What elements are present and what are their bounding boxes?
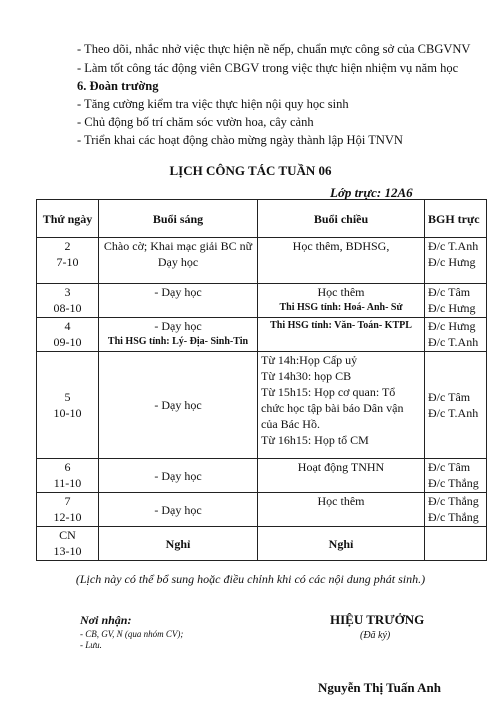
morning-cell xyxy=(99,318,258,352)
morning-line: Dạy học xyxy=(157,255,199,269)
duty-name: Đ/c Hưng xyxy=(428,255,476,269)
duty-class: Lớp trực: 12A6 xyxy=(330,185,413,200)
weekday: CN xyxy=(59,528,76,542)
afternoon-exam-line: Thi HSG tỉnh: Văn- Toán- KTPL xyxy=(270,320,412,331)
weekday: 2 xyxy=(64,239,71,253)
morning-cell xyxy=(99,352,258,459)
date: 08-10 xyxy=(53,301,82,315)
afternoon-line: Học thêm xyxy=(317,285,365,299)
section-item-1: - Tăng cường kiểm tra việc thực hiện nội quy học sinh xyxy=(77,97,349,111)
afternoon-line: Từ 16h15: Họp tổ CM xyxy=(261,433,369,447)
weekday: 7 xyxy=(64,494,71,508)
duty-name: Đ/c Tâm xyxy=(428,285,471,299)
duty-cell xyxy=(425,318,487,352)
signature-status: (Đã ký) xyxy=(360,630,391,641)
day-cell xyxy=(37,493,99,527)
afternoon-line: Học thêm, BDHSG, xyxy=(292,239,390,253)
afternoon-cell xyxy=(258,238,425,284)
table-row xyxy=(37,527,487,561)
afternoon-cell xyxy=(258,527,425,561)
duty-name: Đ/c Thắng xyxy=(428,494,479,508)
afternoon-cell xyxy=(258,284,425,318)
header-morning: Buổi sáng xyxy=(99,200,258,238)
duty-cell xyxy=(425,493,487,527)
afternoon-exam-line: Thi HSG tỉnh: Hoá- Anh- Sử xyxy=(279,302,403,313)
section-item-3: - Triển khai các hoạt động chào mừng ngày thành lập Hội TNVN xyxy=(77,133,403,147)
afternoon-cell xyxy=(258,318,425,352)
date: 7-10 xyxy=(56,255,79,269)
duty-name: Đ/c Tâm xyxy=(428,460,471,474)
section-item-2: - Chủ động bố trí chăm sóc vườn hoa, cây cảnh xyxy=(77,115,314,129)
header-duty: BGH trực xyxy=(425,200,487,238)
table-row xyxy=(37,459,487,493)
morning-cell xyxy=(99,284,258,318)
recipient-line-2: - Lưu. xyxy=(80,640,102,650)
table-row xyxy=(37,493,487,527)
morning-line: - Dạy học xyxy=(154,502,202,517)
morning-cell xyxy=(99,459,258,493)
signature-title: HIỆU TRƯỞNG xyxy=(330,612,425,627)
day-cell xyxy=(37,318,99,352)
intro-line-2: - Làm tốt công tác động viên CBGV trong việc thực hiện nhiệm vụ năm học xyxy=(77,61,459,75)
afternoon-cell xyxy=(258,352,425,459)
duty-name: Đ/c Hưng xyxy=(428,301,476,315)
day-cell xyxy=(37,459,99,493)
duty-cell xyxy=(425,284,487,318)
morning-line: - Dạy học xyxy=(154,319,202,333)
header-afternoon: Buổi chiều xyxy=(258,200,425,238)
morning-cell xyxy=(99,527,258,561)
schedule-table xyxy=(36,199,487,561)
morning-line: Chào cờ; Khai mạc giải BC nữ xyxy=(103,239,253,253)
afternoon-cell xyxy=(258,459,425,493)
duty-name: Đ/c T.Anh xyxy=(428,335,479,349)
duty-cell xyxy=(425,238,487,284)
day-cell xyxy=(37,527,99,561)
table-row xyxy=(37,318,487,352)
afternoon-cell xyxy=(258,493,425,527)
date: 13-10 xyxy=(53,544,82,558)
afternoon-line: Từ 15h15: Họp cơ quan: Tổ chức học tập bài báo Dân vận của Bác Hồ. xyxy=(261,385,404,431)
morning-line: - Dạy học xyxy=(154,398,202,412)
table-row xyxy=(37,238,487,284)
afternoon-exam-line: Nghỉ xyxy=(328,536,354,551)
intro-line-1: - Theo dõi, nhắc nhở việc thực hiện nề nếp, chuẩn mực công sở của CBGVNV xyxy=(77,42,471,56)
weekday: 6 xyxy=(64,460,71,474)
duty-name: Đ/c Thắng xyxy=(428,510,479,524)
weekday: 3 xyxy=(64,285,71,299)
date: 11-10 xyxy=(53,476,82,490)
afternoon-line: Học thêm xyxy=(317,494,365,508)
morning-line: - Dạy học xyxy=(154,285,202,299)
date: 10-10 xyxy=(53,406,82,420)
afternoon-line: Từ 14h30: họp CB xyxy=(261,369,352,383)
duty-name: Đ/c T.Anh xyxy=(428,406,479,420)
morning-cell xyxy=(99,238,258,284)
day-cell xyxy=(37,238,99,284)
day-cell xyxy=(37,352,99,459)
duty-name: Đ/c Tâm xyxy=(428,390,471,404)
header-day: Thứ ngày xyxy=(37,200,99,238)
table-row xyxy=(37,352,487,459)
duty-name: Đ/c Thắng xyxy=(428,476,479,490)
duty-name: Đ/c T.Anh xyxy=(428,239,479,253)
morning-cell xyxy=(99,493,258,527)
duty-cell xyxy=(425,527,487,561)
schedule-title: LỊCH CÔNG TÁC TUẦN 06 xyxy=(169,163,332,178)
duty-name: Đ/c Hưng xyxy=(428,319,476,333)
recipients-label: Nơi nhận: xyxy=(80,613,132,627)
date: 09-10 xyxy=(53,335,82,349)
recipient-line-1: - CB, GV, N (qua nhóm CV); xyxy=(80,629,184,639)
section-heading: 6. Đoàn trường xyxy=(77,79,159,93)
signer-name: Nguyễn Thị Tuấn Anh xyxy=(318,680,441,695)
morning-exam-line: Nghỉ xyxy=(165,536,191,551)
duty-cell xyxy=(425,352,487,459)
weekday: 4 xyxy=(64,319,71,333)
afternoon-line: Từ 14h:Họp Cấp uỷ xyxy=(261,353,358,367)
morning-exam-line: Thi HSG tỉnh: Lý- Địa- Sinh-Tin xyxy=(107,336,249,347)
table-row xyxy=(37,284,487,318)
note: (Lịch này có thể bổ sung hoặc điều chỉnh khi có các nội dung phát sinh.) xyxy=(75,572,426,586)
duty-cell xyxy=(425,459,487,493)
afternoon-line: Hoạt động TNHN xyxy=(297,460,385,474)
date: 12-10 xyxy=(53,510,82,524)
day-cell xyxy=(37,284,99,318)
weekday: 5 xyxy=(64,390,71,404)
morning-line: - Dạy học xyxy=(154,468,202,483)
